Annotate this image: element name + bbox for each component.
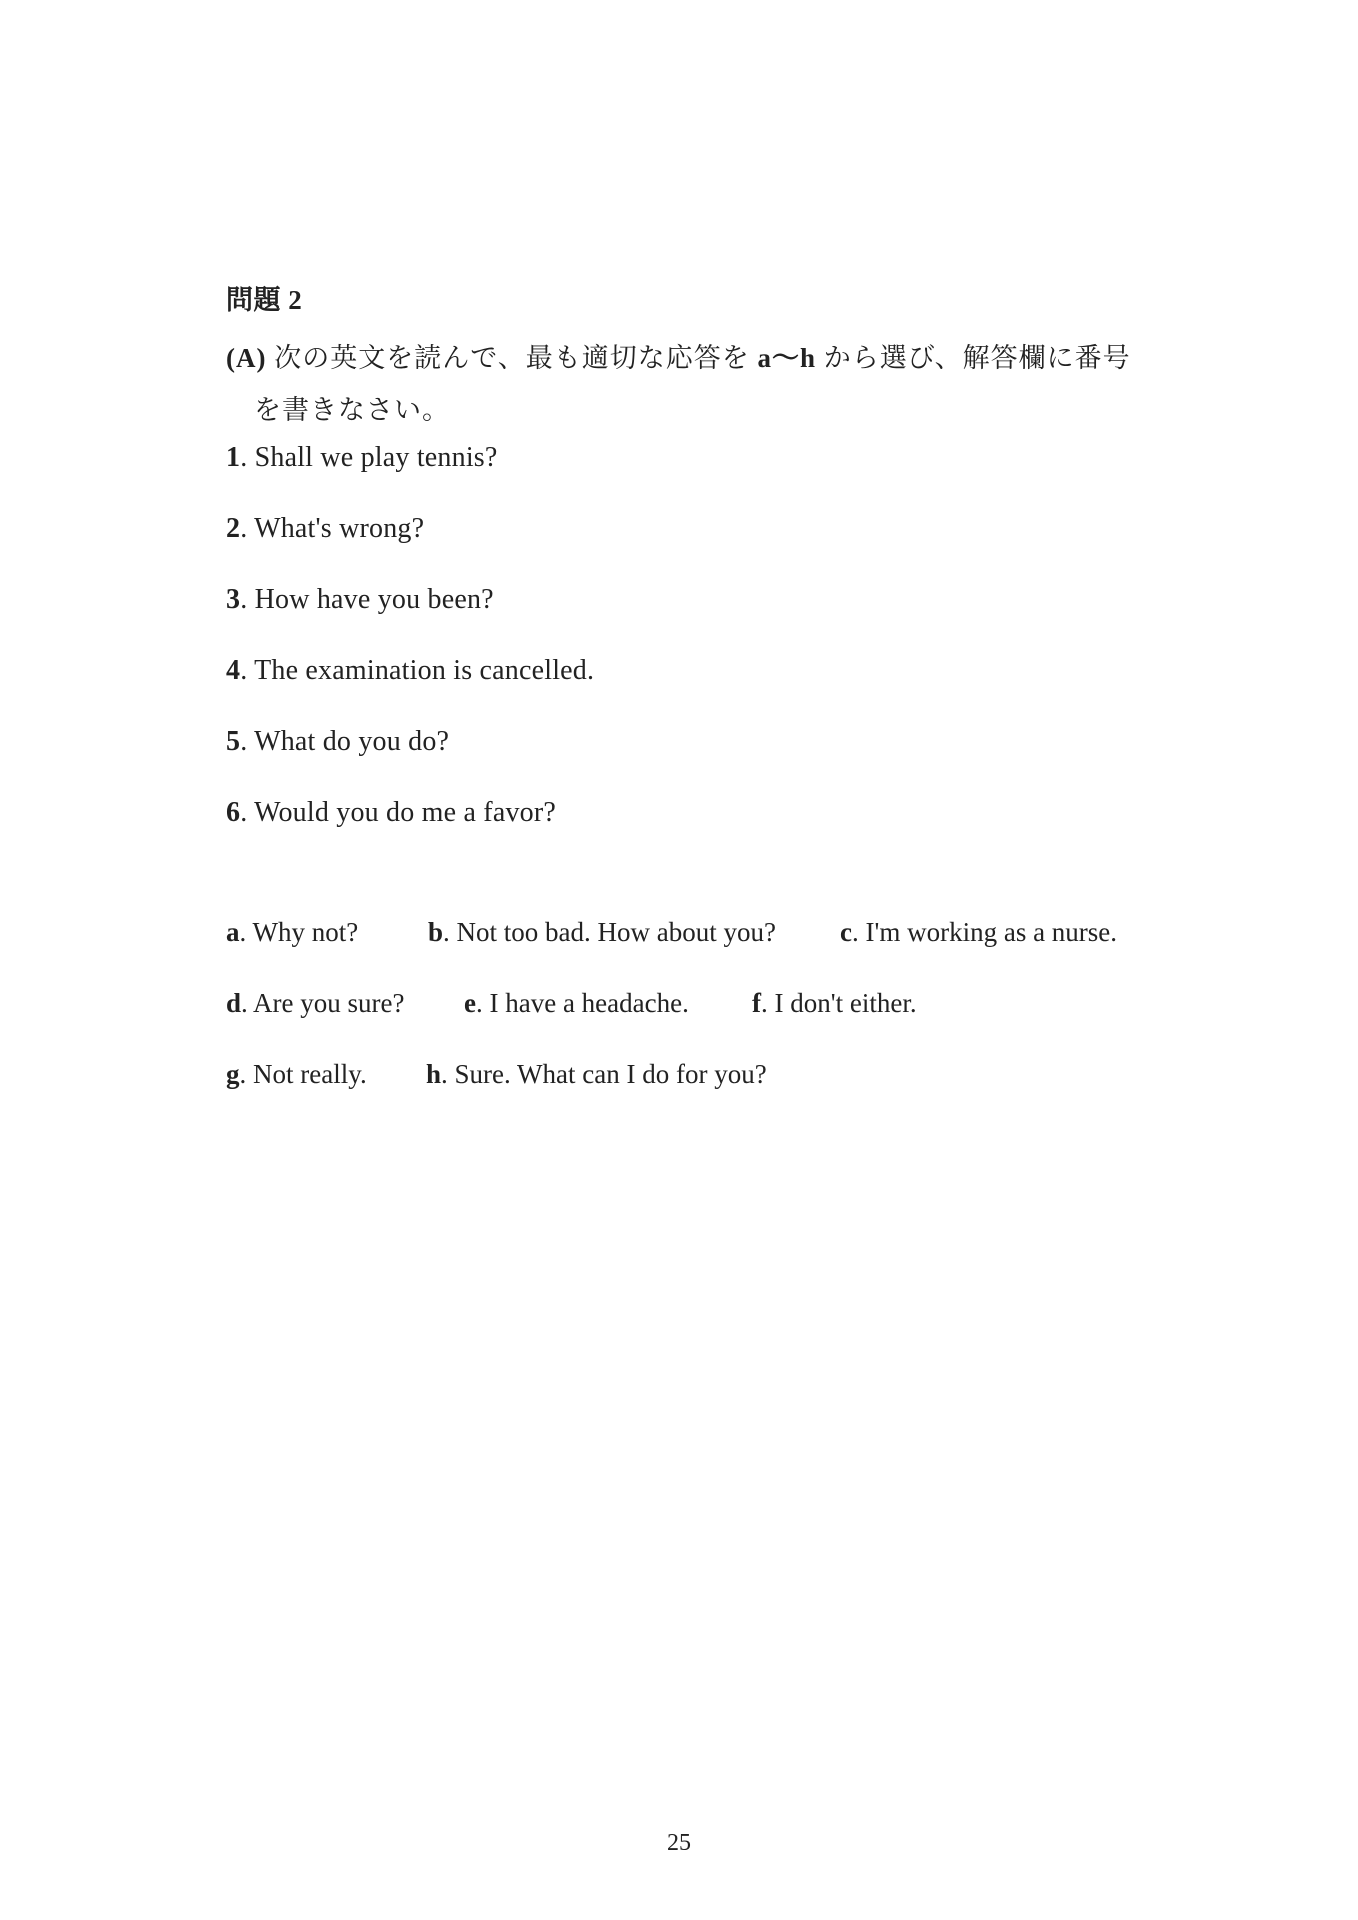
instruction-text-after: から選び、解答欄に番号 (823, 343, 1131, 373)
instruction (226, 332, 1146, 436)
question-4 (226, 655, 594, 687)
option-text: . Sure. What can I do for you? (441, 1059, 767, 1089)
instruction-text-before: 次の英文を読んで、最も適切な応答を (274, 343, 750, 373)
option-text: . I'm working as a nurse. (851, 917, 1118, 947)
question-number: 4 (226, 655, 241, 686)
question-text: . How have you been? (240, 584, 494, 615)
option-letter: a (226, 917, 240, 947)
option-letter: g (226, 1059, 240, 1089)
option-text: . Not too bad. How about you? (443, 917, 776, 947)
option-letter: c (840, 917, 852, 947)
question-number: 6 (226, 797, 241, 828)
question-text: . Would you do me a favor? (240, 797, 557, 828)
option-d (226, 988, 404, 1019)
option-c (840, 917, 1117, 948)
option-g (226, 1059, 367, 1090)
question-text: . Shall we play tennis? (240, 442, 498, 473)
question-3 (226, 584, 494, 616)
option-letter: d (226, 988, 242, 1018)
option-text: . Not really. (239, 1059, 367, 1089)
option-text: . I have a headache. (475, 988, 689, 1018)
option-f (752, 988, 917, 1019)
instruction-range: a〜h (757, 343, 816, 373)
question-number: 5 (226, 726, 241, 757)
question-number: 2 (226, 513, 241, 544)
question-number: 1 (226, 442, 241, 473)
question-text: . What do you do? (240, 726, 450, 757)
problem-heading: 問題 2 (226, 285, 303, 315)
option-a (226, 917, 358, 948)
option-h (426, 1059, 767, 1090)
option-b (428, 917, 776, 948)
option-letter: h (426, 1059, 442, 1089)
option-letter: b (428, 917, 444, 947)
option-text: . I don't either. (761, 988, 917, 1018)
option-letter: e (464, 988, 476, 1018)
question-text: . The examination is cancelled. (240, 655, 595, 686)
question-1 (226, 442, 498, 474)
question-number: 3 (226, 584, 241, 615)
question-6 (226, 797, 556, 829)
instruction-line2: を書きなさい。 (254, 395, 450, 425)
option-letter: f (752, 988, 761, 1018)
page-number: 25 (667, 1830, 691, 1856)
option-text: . Why not? (239, 917, 359, 947)
question-2 (226, 513, 424, 545)
question-text: . What's wrong? (240, 513, 425, 544)
option-text: . Are you sure? (241, 988, 405, 1018)
question-5 (226, 726, 449, 758)
option-e (464, 988, 689, 1019)
instruction-label: (A) (226, 343, 267, 373)
